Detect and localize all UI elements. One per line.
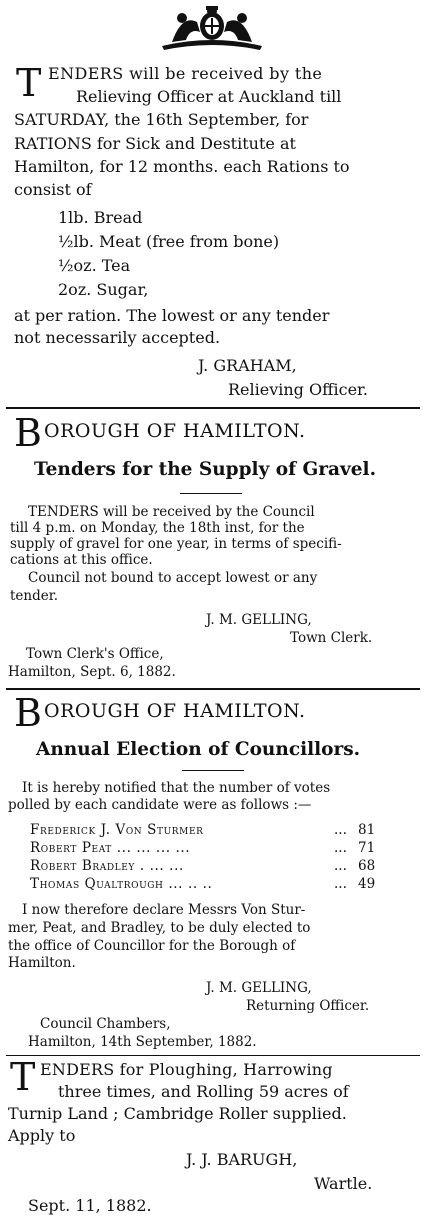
notice-heading: OROUGH OF HAMILTON. bbox=[44, 700, 306, 722]
short-rule bbox=[182, 770, 244, 771]
candidate-dots: ... bbox=[334, 858, 347, 874]
notice-line: RATIONS for Sick and Destitute at bbox=[14, 134, 296, 153]
signer-title: Relieving Officer. bbox=[228, 380, 369, 399]
notice-line: I now therefore declare Messrs Von Stur- bbox=[22, 902, 306, 918]
drop-cap: B bbox=[14, 691, 42, 735]
notice-line: consist of bbox=[14, 180, 92, 199]
ration-item: ½oz. Tea bbox=[58, 256, 131, 275]
column-rule bbox=[6, 407, 420, 409]
candidate-dots: ... bbox=[334, 840, 347, 856]
notice-line: ENDERS for Ploughing, Harrowing bbox=[40, 1060, 333, 1079]
candidate-votes: 68 bbox=[358, 858, 376, 874]
ration-item: 2oz. Sugar, bbox=[58, 280, 149, 299]
royal-arms-crest-icon bbox=[142, 4, 282, 54]
column-rule bbox=[6, 688, 420, 690]
notice-heading: OROUGH OF HAMILTON. bbox=[44, 420, 306, 442]
signer-name: J. M. GELLING, bbox=[206, 980, 312, 996]
short-rule bbox=[180, 493, 242, 494]
signer-title: Returning Officer. bbox=[246, 998, 370, 1014]
candidate-votes: 49 bbox=[358, 876, 376, 892]
date-line: Sept. 11, 1882. bbox=[28, 1196, 152, 1215]
date-line: Hamilton, 14th September, 1882. bbox=[28, 1034, 257, 1050]
place-line: Town Clerk's Office, bbox=[26, 646, 164, 662]
notice-line: mer, Peat, and Bradley, to be duly elected to bbox=[8, 920, 311, 936]
signer-name: J. M. GELLING, bbox=[206, 612, 312, 628]
notice-line: Hamilton, for 12 months. each Rations to bbox=[14, 157, 350, 176]
notice-line: till 4 p.m. on Monday, the 18th inst, for the bbox=[10, 520, 305, 536]
candidate-name: Thomas Qualtrough ... .. .. bbox=[30, 876, 213, 892]
notice-line: not necessarily accepted. bbox=[14, 328, 221, 347]
notice-line: Relieving Officer at Auckland till bbox=[76, 87, 342, 106]
notice-line: at per ration. The lowest or any tender bbox=[14, 306, 330, 325]
candidate-dots: ... bbox=[334, 876, 347, 892]
candidate-votes: 71 bbox=[358, 840, 376, 856]
notice-line: SATURDAY, the 16th September, for bbox=[14, 110, 309, 129]
notice-line: tender. bbox=[10, 588, 59, 604]
notice-line: Turnip Land ; Cambridge Roller supplied. bbox=[8, 1104, 347, 1123]
notice-line: supply of gravel for one year, in terms of specifi- bbox=[10, 536, 342, 552]
drop-cap: B bbox=[14, 411, 42, 455]
notice-line: TENDERS will be received by the Council bbox=[28, 504, 315, 520]
notice-line: ENDERS will be received by the bbox=[48, 64, 323, 83]
drop-cap: T bbox=[16, 61, 42, 105]
notice-line: Council not bound to accept lowest or any bbox=[28, 570, 318, 586]
signer-name: J. J. BARUGH, bbox=[186, 1150, 298, 1169]
notice-line: It is hereby notified that the number of votes bbox=[22, 780, 331, 796]
notice-line: Hamilton. bbox=[8, 955, 76, 971]
place-line: Council Chambers, bbox=[40, 1016, 171, 1032]
candidate-name: Robert Bradley . ... ... bbox=[30, 858, 184, 874]
notice-line: three times, and Rolling 59 acres of bbox=[58, 1082, 349, 1101]
notice-line: polled by each candidate were as follows :— bbox=[8, 797, 312, 813]
notice-line: Apply to bbox=[8, 1126, 76, 1145]
column-rule bbox=[6, 1055, 420, 1056]
candidate-name: Frederick J. Von Sturmer bbox=[30, 822, 204, 838]
ration-item: ½lb. Meat (free from bone) bbox=[58, 232, 280, 251]
notice-subheading: Tenders for the Supply of Gravel. bbox=[34, 459, 377, 480]
signer-name: J. GRAHAM, bbox=[198, 356, 297, 375]
ration-item: 1lb. Bread bbox=[58, 208, 143, 227]
drop-cap: T bbox=[10, 1055, 36, 1099]
notice-line: cations at this office. bbox=[10, 552, 153, 568]
date-line: Hamilton, Sept. 6, 1882. bbox=[8, 664, 176, 680]
candidate-votes: 81 bbox=[358, 822, 376, 838]
candidate-dots: ... bbox=[334, 822, 347, 838]
candidate-name: Robert Peat ... ... ... ... bbox=[30, 840, 191, 856]
signer-title: Town Clerk. bbox=[290, 630, 373, 646]
notice-subheading: Annual Election of Councillors. bbox=[36, 739, 361, 760]
notice-line: the office of Councillor for the Borough of bbox=[8, 938, 296, 954]
signer-place: Wartle. bbox=[314, 1174, 373, 1193]
